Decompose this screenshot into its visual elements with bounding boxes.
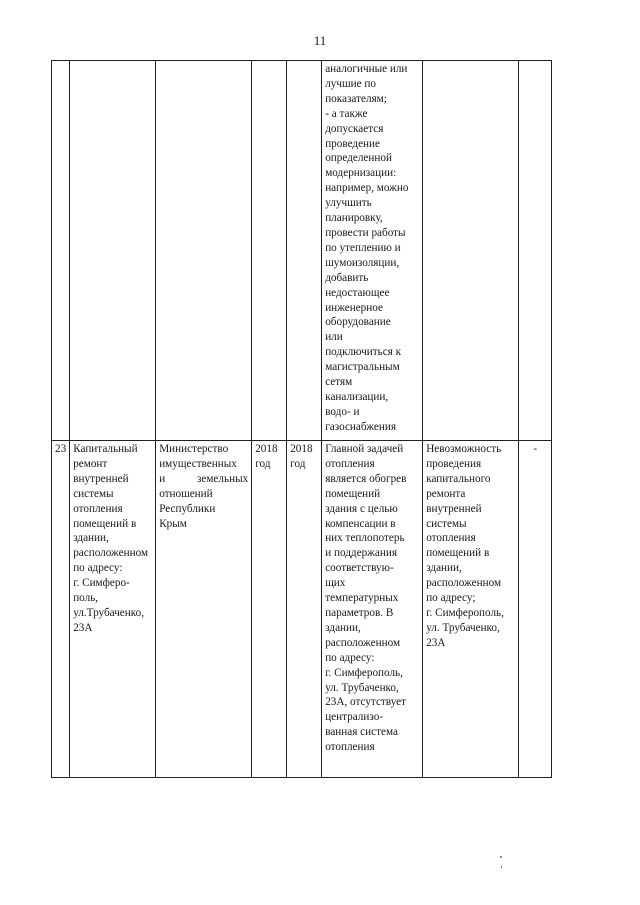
text-line: шумоизоляции, <box>325 256 400 269</box>
cell-number <box>52 441 70 778</box>
text-line: канализации, <box>325 390 389 403</box>
cell-name <box>70 61 156 441</box>
cell-justification <box>322 441 423 778</box>
text-line: г. Симферополь, <box>426 606 504 619</box>
customer-line <box>159 472 248 487</box>
text-line: оборудование <box>325 316 391 329</box>
customer-line: Министерство <box>159 443 229 455</box>
text-line: щих <box>325 577 346 590</box>
text-line: аналогичные или <box>325 63 408 75</box>
year-start-unit: год <box>255 457 271 470</box>
text-line: 23А <box>73 621 93 634</box>
text-line: внутренней <box>426 502 482 515</box>
cell-customer <box>156 441 252 778</box>
text-line: централизо- <box>325 711 384 724</box>
cell-consequence <box>423 61 519 441</box>
text-line: Главной задачей <box>325 443 404 455</box>
text-line: здании, <box>426 562 462 575</box>
text-line: поль, <box>73 592 99 605</box>
year-end-unit: год <box>290 457 306 470</box>
text-line: них теплопотерь <box>325 532 405 545</box>
justification-text <box>325 62 419 435</box>
text-line: ул.Трубаченко, <box>73 606 145 619</box>
text-line: здания с целью <box>325 502 398 515</box>
text-line: системы <box>426 517 467 530</box>
text-line: отопления <box>325 457 375 470</box>
text-line: и поддержания <box>325 547 397 560</box>
text-line: г. Симферо- <box>73 577 130 590</box>
cell-year-start <box>252 61 287 441</box>
text-line: водо- и <box>325 405 360 418</box>
page-number: 11 <box>313 33 327 48</box>
text-line: - а также <box>325 107 368 120</box>
text-line: ремонта <box>426 487 466 500</box>
text-line: здании, <box>325 621 361 634</box>
text-line: добавить <box>325 271 369 284</box>
scan-speck <box>501 866 502 868</box>
text-line: капитального <box>426 472 491 485</box>
text-line: 23А, отсутствует <box>325 696 407 709</box>
text-line: помещений в <box>73 517 137 530</box>
text-line: отопления <box>325 741 375 754</box>
text-line: ремонт <box>73 457 108 470</box>
text-line: отопления <box>426 532 476 545</box>
cell-number <box>52 61 70 441</box>
customer-word: земельных <box>196 472 249 485</box>
text-line: проведение <box>325 137 380 150</box>
cell-name <box>70 441 156 778</box>
justification-text <box>325 442 419 755</box>
text-line: системы <box>73 487 114 500</box>
table-row-23 <box>52 441 552 778</box>
text-line: внутренней <box>73 472 129 485</box>
text-line: модернизации: <box>325 167 397 180</box>
text-line: лучшие по <box>325 77 376 90</box>
text-line: определенной <box>325 152 392 165</box>
text-line: подключиться к <box>325 346 402 359</box>
cell-last <box>519 61 552 441</box>
text-line: например, можно <box>325 182 409 195</box>
text-line: или <box>325 331 343 344</box>
text-line: расположенном <box>73 547 149 560</box>
cell-customer <box>156 61 252 441</box>
text-line: планировку, <box>325 212 383 225</box>
customer-word: и <box>159 472 166 485</box>
text-line: сетям <box>325 376 353 389</box>
text-line: является обогрев <box>325 472 407 485</box>
text-line: по адресу; <box>426 592 476 605</box>
text-line: ул. Трубаченко, <box>325 681 399 694</box>
text-line: улучшить <box>325 197 372 210</box>
text-line: соответствую- <box>325 562 394 575</box>
text-line: здании, <box>73 532 109 545</box>
text-line: газоснабжения <box>325 420 396 433</box>
customer-line: отношений <box>159 487 213 500</box>
customer-line: имущественных <box>159 457 237 470</box>
year-end-value: 2018 <box>290 443 313 455</box>
text-line: ванная система <box>325 726 398 739</box>
cell-year-end <box>287 441 322 778</box>
text-line: отопления <box>73 502 123 515</box>
cell-year-start <box>252 441 287 778</box>
consequence-text <box>426 442 515 651</box>
table-row-continued <box>52 61 552 441</box>
customer-line: Республики <box>159 502 216 515</box>
text-line: показателям; <box>325 92 387 105</box>
text-line: компенсации в <box>325 517 396 530</box>
scan-speck <box>500 856 502 858</box>
customer-line: Крым <box>159 517 187 530</box>
text-line: 23А <box>426 636 446 649</box>
text-line: Невозможность <box>426 443 502 455</box>
text-line: помещений <box>325 487 381 500</box>
cell-consequence <box>423 441 519 778</box>
text-line: по адресу: <box>73 562 123 575</box>
year-start-value: 2018 <box>255 443 278 455</box>
text-line: расположенном <box>325 636 401 649</box>
text-line: расположенном <box>426 577 502 590</box>
document-table <box>51 60 552 778</box>
cell-last <box>519 441 552 778</box>
text-line: параметров. В <box>325 606 394 619</box>
text-line: недостающее <box>325 286 390 299</box>
text-line: г. Симферополь, <box>325 666 403 679</box>
text-line: магистральным <box>325 361 400 374</box>
text-line: инженерное <box>325 301 383 314</box>
text-line: температурных <box>325 592 399 605</box>
cell-justification <box>322 61 423 441</box>
row-number: 23 <box>55 443 67 455</box>
text-line: проведения <box>426 457 482 470</box>
work-name-text <box>73 442 152 636</box>
text-line: помещений в <box>426 547 490 560</box>
cell-year-end <box>287 61 322 441</box>
text-line: по адресу: <box>325 651 375 664</box>
text-line: ул. Трубаченко, <box>426 621 500 634</box>
text-line: допускается <box>325 122 384 135</box>
text-line: Капитальный <box>73 443 138 455</box>
text-line: провести работы <box>325 226 406 239</box>
text-line: по утеплению и <box>325 241 401 254</box>
last-col-value: - <box>533 443 538 455</box>
